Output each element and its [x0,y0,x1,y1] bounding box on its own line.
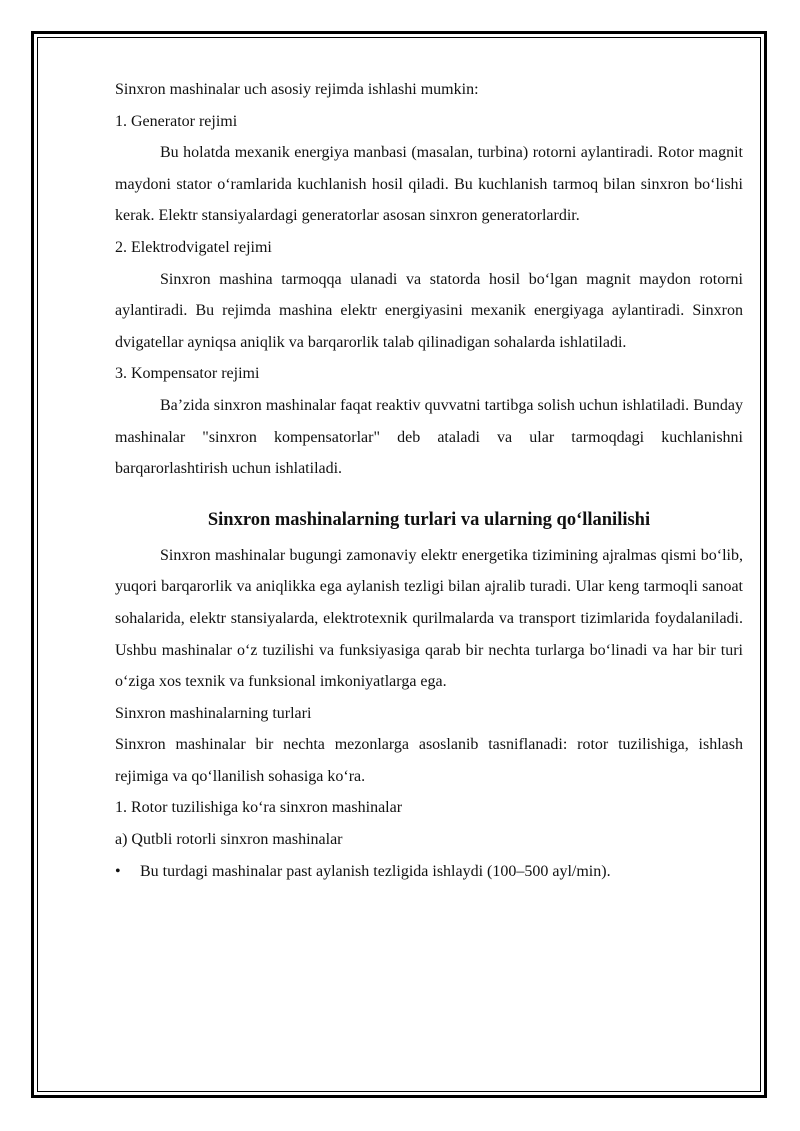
classification-text: Sinxron mashinalar bir nechta mezonlarga asoslanib tasniflanadi: rotor tuzilishiga, ishlash rejimiga va qo‘llanilish sohasiga ko‘ra. [115,736,743,785]
bullet-text: Bu turdagi mashinalar past aylanish tezligida ishlaydi (100–500 ayl/min). [140,862,611,880]
mode-generator-title: 1. Generator rejimi [115,112,238,130]
section-heading: Sinxron mashinalarning turlari va ularning qo‘llanilishi [207,509,651,530]
mode-compensator-text: Ba’zida sinxron mashinalar faqat reaktiv quvvatni tartibga solish uchun ishlatiladi. Bunday mashinalar "sinxron kompensatorlar" deb ataladi va ular tarmoqdagi kuchlanishni barqarorlashtirish uchun ishlatiladi. [115,396,743,478]
intro-line: Sinxron mashinalar uch asosiy rejimda ishlashi mumkin: [115,81,479,98]
section-intro-text: Sinxron mashinalar bugungi zamonaviy elektr energetika tizimining ajralmas qismi bo‘lib, yuqori barqarorlik va aniqlikka ega aylanish tezligi bilan ajralib turadi. Ular keng tarmoqli sanoat sohalarida, elektr stansiyalarda, elektrotexnik qurilmalarda va transport tizimlarida foydalaniladi. Ushbu mashinalar o‘z tuzilishi va funksiyasiga qarab bir nechta turlarga bo‘linadi va har bir turi o‘ziga xos texnik va funksional imkoniyatlarga ega. [115,546,743,691]
mode-motor-title: 2. Elektrodvigatel rejimi [115,238,272,256]
bullet-item [115,856,743,888]
mode-motor-text: Sinxron mashina tarmoqqa ulanadi va statorda hosil bo‘lgan magnit maydon rotorni aylantiradi. Bu rejimda mashina elektr energiyasini mexanik energiyaga aylantiradi. Sinxron dvigatellar ayniqsa aniqlik va barqarorlik talab qilinadigan sohalarda ishlatiladi. [115,270,743,351]
salient-pole-title: a) Qutbli rotorli sinxron mashinalar [115,831,343,849]
mode-compensator-title: 3. Kompensator rejimi [115,365,260,383]
mode-generator-text: Bu holatda mexanik energiya manbasi (masalan, turbina) rotorni aylantiradi. Rotor magnit maydoni stator o‘ramlarida kuchlanish hosil qiladi. Bu kuchlanish tarmoq bilan sinxron bo‘lishi kerak. Elektr stansiyalardagi generatorlar asosan sinxron generatorlardir. [115,144,743,225]
types-subtitle: Sinxron mashinalarning turlari [115,704,312,722]
rotor-type-title: 1. Rotor tuzilishiga ko‘ra sinxron mashinalar [115,799,403,817]
document-body [115,74,743,887]
bullet-icon: • [115,862,121,880]
